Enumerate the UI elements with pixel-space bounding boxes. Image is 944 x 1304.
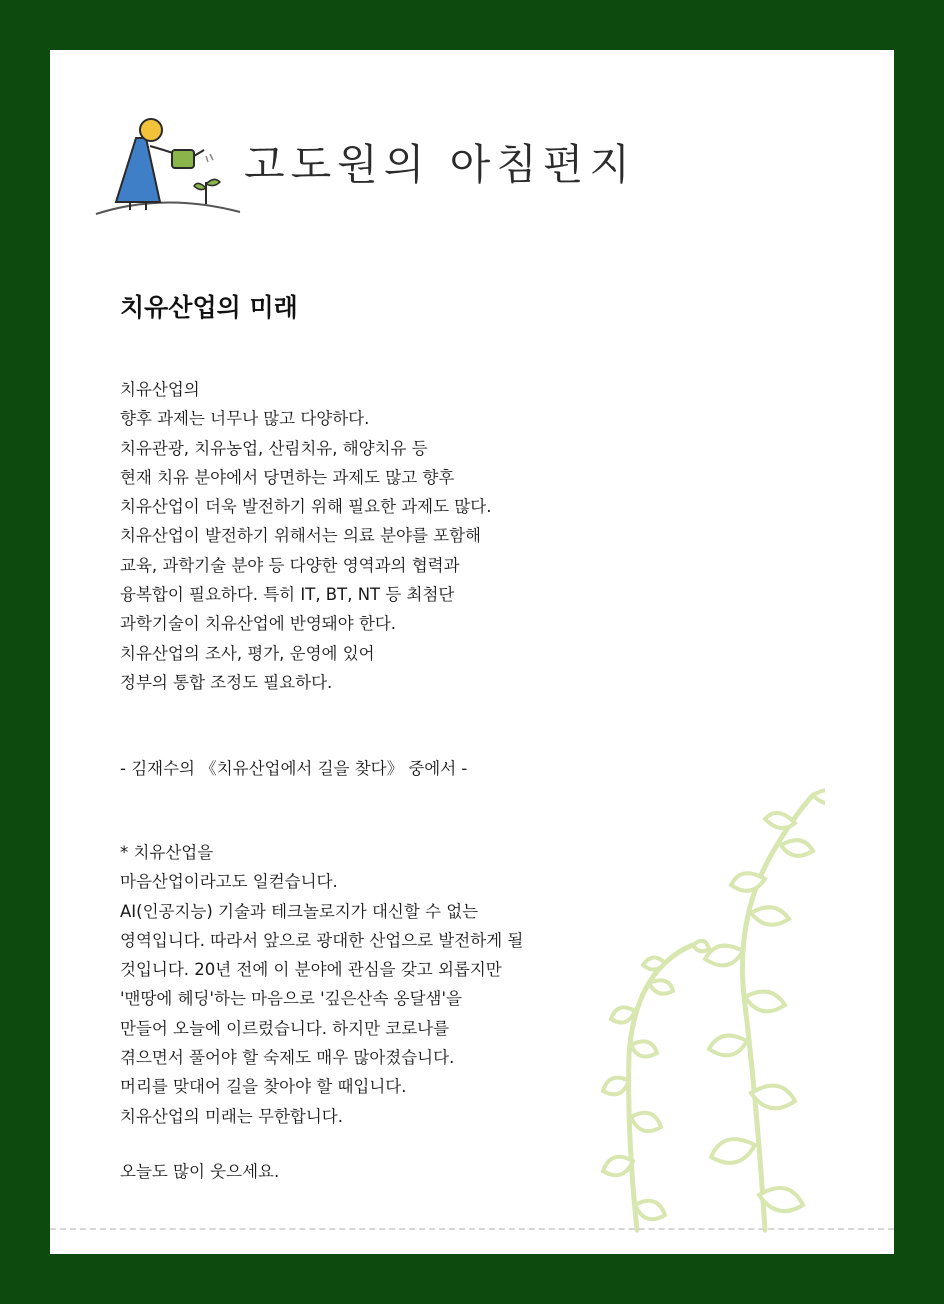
letter-page bbox=[50, 50, 894, 1254]
closing-line: 오늘도 많이 웃으세요. bbox=[120, 1162, 280, 1181]
comment-line: 겪으면서 풀어야 할 숙제도 매우 많아졌습니다. bbox=[120, 1048, 455, 1068]
comment-line: 마음산업이라고도 일컫습니다. bbox=[120, 872, 338, 892]
comment-line: 만들어 오늘에 이르렀습니다. 하지만 코로나를 bbox=[120, 1018, 450, 1038]
quote-line: 정부의 통합 조정도 필요하다. bbox=[120, 672, 333, 692]
quote-line: 치유산업의 bbox=[120, 380, 200, 399]
comment-line: 것입니다. 20년 전에 이 분야에 관심을 갖고 외롭지만 bbox=[120, 960, 502, 980]
vine-sprouts-icon bbox=[545, 775, 825, 1235]
comment-line: 영역입니다. 따라서 앞으로 광대한 산업으로 발전하게 될 bbox=[120, 930, 524, 950]
quote-source bbox=[120, 754, 467, 783]
comment-line: 치유산업의 미래는 무한합니다. bbox=[120, 1106, 343, 1126]
source-line: - 김재수의 《치유산업에서 길을 찾다》 중에서 - bbox=[120, 759, 468, 778]
quote-line: 치유산업이 발전하기 위해서는 의료 분야를 포함해 bbox=[120, 526, 481, 546]
author-comment bbox=[120, 838, 523, 1131]
watering-figure-icon bbox=[94, 110, 244, 220]
comment-line: AI(인공지능) 기술과 테크놀로지가 대신할 수 없는 bbox=[120, 901, 479, 921]
comment-line: 머리를 맞대어 길을 찾아야 할 때입니다. bbox=[120, 1077, 407, 1097]
quote-line: 향후 과제는 너무나 많고 다양하다. bbox=[120, 409, 370, 429]
quote-line: 교육, 과학기술 분야 등 다양한 영역과의 협력과 bbox=[120, 555, 460, 575]
comment-line: '맨땅에 헤딩'하는 마음으로 '깊은산속 옹달샘'을 bbox=[120, 989, 462, 1009]
quote-line: 융복합이 필요하다. 특히 IT, BT, NT 등 최첨단 bbox=[120, 585, 455, 605]
quote-line: 치유산업이 더욱 발전하기 위해 필요한 과제도 많다. bbox=[120, 497, 492, 517]
quote-line: 과학기술이 치유산업에 반영돼야 한다. bbox=[120, 614, 397, 634]
closing-greeting bbox=[120, 1157, 279, 1186]
quote-line: 치유관광, 치유농업, 산림치유, 해양치유 등 bbox=[120, 438, 428, 458]
comment-line: * 치유산업을 bbox=[120, 843, 214, 862]
site-logo[interactable] bbox=[94, 110, 654, 220]
quote-line: 치유산업의 조사, 평가, 운영에 있어 bbox=[120, 643, 375, 663]
letter-title: 치유산업의 미래 bbox=[120, 293, 298, 322]
footer-divider bbox=[50, 1228, 894, 1230]
quote-line: 현재 치유 분야에서 당면하는 과제도 많고 향후 bbox=[120, 467, 455, 487]
quote-body bbox=[120, 375, 491, 697]
logo-text: 고도원의 아침편지 bbox=[244, 140, 636, 189]
